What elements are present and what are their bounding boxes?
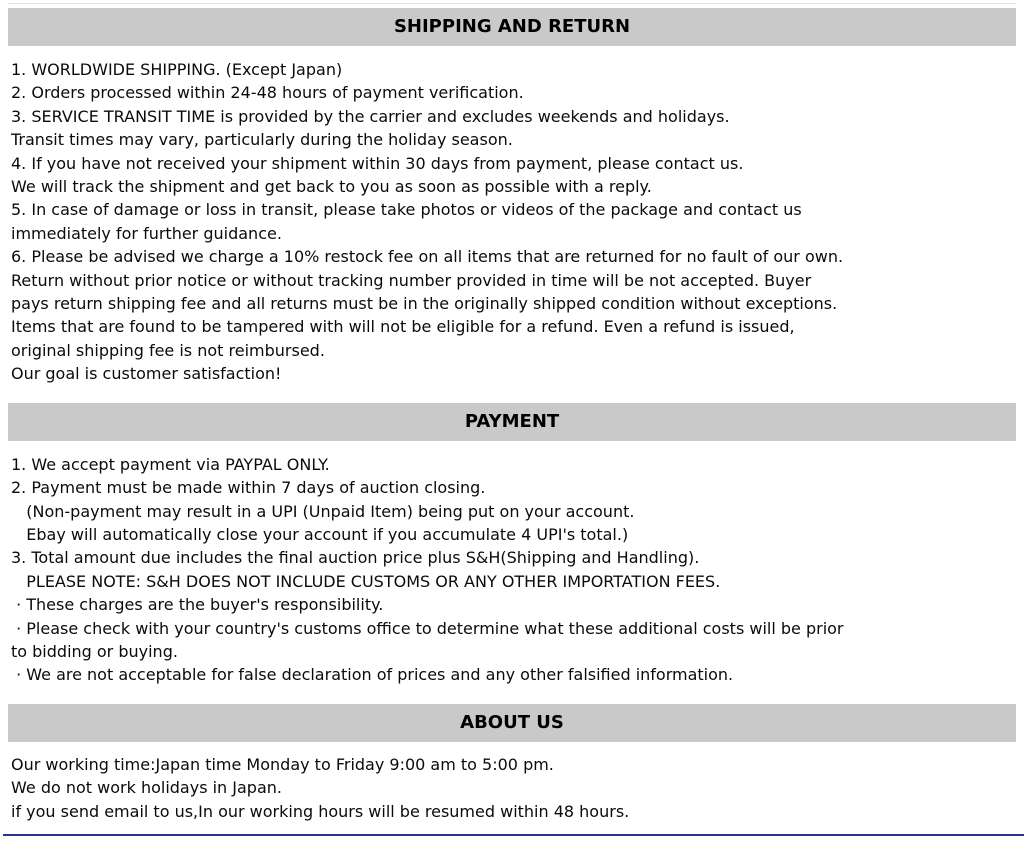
section-body-payment bbox=[8, 453, 1016, 687]
text-line: · We are not acceptable for false declaration of prices and any other falsified information. bbox=[11, 665, 734, 685]
text-line: We will track the shipment and get back to you as soon as possible with a reply. bbox=[11, 177, 652, 197]
text-line: 3. Total amount due includes the final auction price plus S&H(Shipping and Handling). bbox=[11, 548, 700, 568]
text-line: 1. WORLDWIDE SHIPPING. (Except Japan) bbox=[11, 60, 343, 79]
text-line: We do not work holidays in Japan. bbox=[11, 778, 282, 798]
bottom-divider bbox=[3, 834, 1024, 836]
section-title-payment: PAYMENT bbox=[8, 403, 1016, 441]
text-line: 3. SERVICE TRANSIT TIME is provided by the carrier and excludes weekends and holidays. bbox=[11, 106, 730, 126]
section-shipping-and-return bbox=[8, 8, 1016, 386]
text-line: · Please check with your country's customs office to determine what these additional costs will be prior bbox=[11, 618, 844, 638]
section-body-shipping-and-return bbox=[8, 58, 1016, 386]
text-line: 2. Payment must be made within 7 days of auction closing. bbox=[11, 478, 486, 498]
section-title-shipping-and-return: SHIPPING AND RETURN bbox=[8, 8, 1016, 46]
top-divider bbox=[8, 3, 1016, 4]
text-line: 2. Orders processed within 24-48 hours of payment verification. bbox=[11, 83, 524, 103]
text-line: Transit times may vary, particularly during the holiday season. bbox=[11, 130, 513, 150]
section-payment bbox=[8, 403, 1016, 687]
text-line: Our goal is customer satisfaction! bbox=[11, 364, 282, 384]
text-line: Our working time:Japan time Monday to Friday 9:00 am to 5:00 pm. bbox=[11, 754, 554, 774]
text-line: 1. We accept payment via PAYPAL ONLY. bbox=[11, 454, 330, 474]
text-line: immediately for further guidance. bbox=[11, 223, 282, 243]
text-line: · These charges are the buyer's responsibility. bbox=[11, 595, 384, 615]
text-line: Ebay will automatically close your account if you accumulate 4 UPI's total.) bbox=[11, 524, 629, 544]
text-line: to bidding or buying. bbox=[11, 641, 178, 661]
text-line: original shipping fee is not reimbursed. bbox=[11, 340, 325, 360]
text-line: Items that are found to be tampered with will not be eligible for a refund. Even a refund is issued, bbox=[11, 317, 795, 337]
text-line: PLEASE NOTE: S&H DOES NOT INCLUDE CUSTOMS OR ANY OTHER IMPORTATION FEES. bbox=[11, 571, 721, 591]
text-line: if you send email to us,In our working hours will be resumed within 48 hours. bbox=[11, 801, 630, 821]
text-line: pays return shipping fee and all returns must be in the originally shipped condition without exceptions. bbox=[11, 294, 838, 314]
text-line: 4. If you have not received your shipment within 30 days from payment, please contact us. bbox=[11, 153, 744, 173]
section-body-about-us bbox=[8, 753, 1016, 823]
section-about-us bbox=[8, 704, 1016, 823]
text-line: (Non-payment may result in a UPI (Unpaid Item) being put on your account. bbox=[11, 501, 635, 521]
section-title-about-us: ABOUT US bbox=[8, 704, 1016, 742]
text-line: 5. In case of damage or loss in transit, please take photos or videos of the package and contact us bbox=[11, 200, 802, 220]
text-line: Return without prior notice or without tracking number provided in time will be not accepted. Buyer bbox=[11, 270, 812, 290]
text-line: 6. Please be advised we charge a 10% restock fee on all items that are returned for no fault of our own. bbox=[11, 247, 844, 267]
